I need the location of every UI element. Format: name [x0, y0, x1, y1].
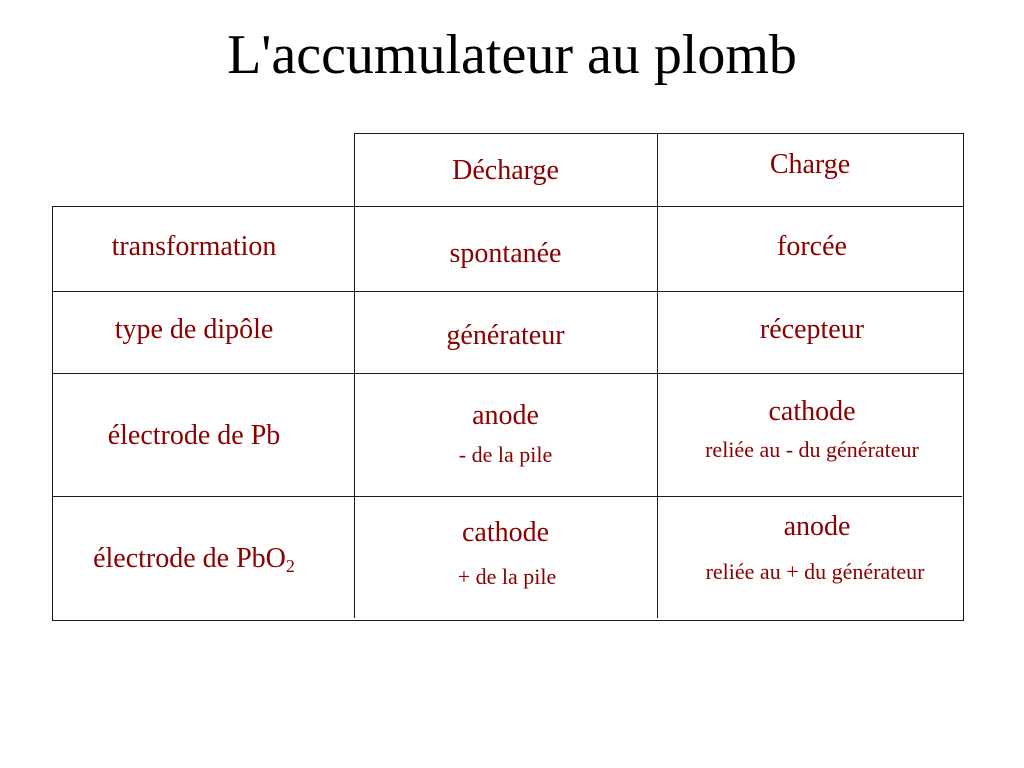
row4-label-subscript: 2	[285, 556, 295, 576]
header-decharge: Décharge	[452, 155, 559, 186]
row3-decharge-value: anode	[472, 400, 539, 431]
row4-decharge-value: cathode	[461, 517, 550, 548]
row-label-electrode-pbo2	[52, 543, 336, 575]
grid-line-row2-bottom	[52, 373, 964, 374]
row-label-electrode-pb: électrode de Pb	[107, 420, 281, 451]
row-label-dipole: type de dipôle	[114, 314, 274, 345]
row4-decharge-detail: + de la pile	[457, 564, 557, 589]
row4-charge-detail: reliée au + du générateur	[705, 559, 925, 584]
grid-line-header-bottom	[52, 206, 964, 207]
grid-line-row3-bottom	[52, 496, 962, 497]
grid-line-right	[963, 133, 964, 620]
row1-charge-value: forcée	[777, 231, 847, 262]
grid-line-col2	[657, 133, 658, 618]
row3-decharge-detail: - de la pile	[458, 442, 553, 467]
row1-decharge-value: spontanée	[449, 238, 562, 269]
row4-label-text: électrode de PbO	[93, 543, 286, 574]
grid-line-row1-bottom	[52, 291, 964, 292]
grid-line-bottom	[52, 620, 964, 621]
row2-decharge-value: générateur	[446, 320, 565, 351]
header-charge: Charge	[769, 149, 851, 180]
row3-charge-value: cathode	[768, 396, 856, 427]
row4-charge-value: anode	[783, 511, 851, 542]
row-label-transformation: transformation	[111, 231, 277, 262]
row2-charge-value: récepteur	[759, 314, 865, 345]
page-title: L'accumulateur au plomb	[227, 24, 797, 86]
row3-charge-detail: reliée au - du générateur	[705, 437, 919, 462]
grid-line-top	[354, 133, 964, 134]
